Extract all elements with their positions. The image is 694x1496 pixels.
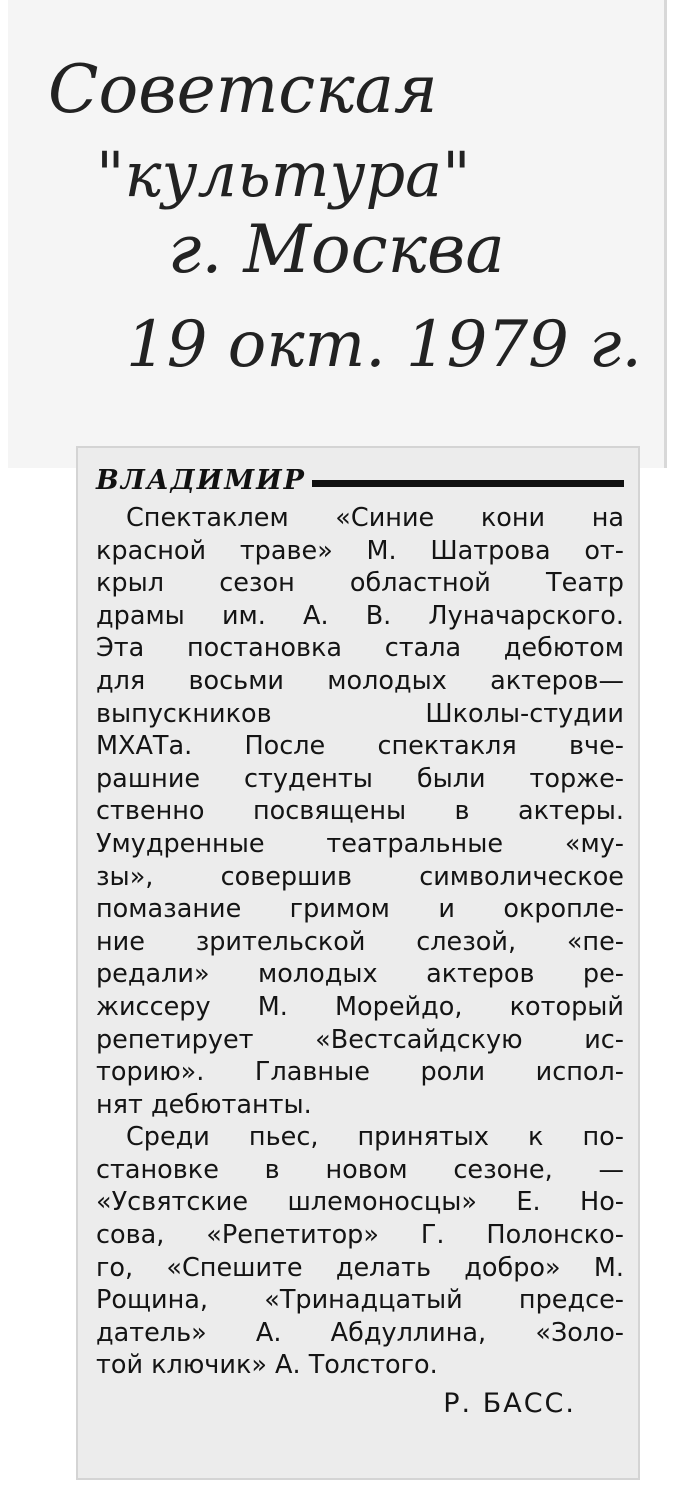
article-line: Умудренные театральные «му- <box>96 828 624 859</box>
article-line: красной траве» М. Шатрова от- <box>96 535 624 566</box>
article-line: репетирует «Вестсайдскую ис- <box>96 1024 624 1055</box>
article-paragraph-2 <box>96 1121 624 1382</box>
article-line: рашние студенты были торже- <box>96 763 624 794</box>
handwritten-publication-name-quoted: "культура" <box>96 138 471 211</box>
article-line: ние зрительской слезой, «пе- <box>96 926 624 957</box>
article-line: зы», совершив символическое <box>96 861 624 892</box>
article-line: сова, «Репетитор» Г. Полонско- <box>96 1220 624 1251</box>
article-line: жиссеру М. Морейдо, который <box>96 991 624 1022</box>
article-line: нят дебютанты. <box>96 1089 312 1120</box>
article-line: помазание гримом и окропле- <box>96 894 624 925</box>
newspaper-clipping <box>78 448 638 1478</box>
article-line: датель» А. Абдуллина, «Золо- <box>96 1317 624 1348</box>
handwritten-date: 19 окт. 1979 г. <box>126 308 642 382</box>
article-line: выпускников Школы-студии <box>96 698 624 729</box>
rubric-header <box>96 460 624 500</box>
rubric-rule <box>312 480 624 487</box>
article-line: той ключик» А. Толстого. <box>96 1350 438 1381</box>
article-paragraph-1 <box>96 502 624 1121</box>
article-line: Среди пьес, принятых к по- <box>126 1122 624 1153</box>
article-line: го, «Спешите делать добро» М. <box>96 1252 624 1283</box>
handwritten-city: г. Москва <box>168 211 505 288</box>
rubric-title: ВЛАДИМИР <box>96 464 306 496</box>
handwritten-publication-name: Советская <box>48 51 438 128</box>
article-body <box>96 502 624 1382</box>
article-line: ственно посвящены в актеры. <box>96 796 624 827</box>
article-line: для восьми молодых актеров— <box>96 665 624 696</box>
article-line: редали» молодых актеров ре- <box>96 959 624 990</box>
handwritten-note <box>0 0 694 470</box>
article-line: МХАТа. После спектакля вче- <box>96 731 624 762</box>
article-line: Рощина, «Тринадцатый предсе- <box>96 1285 624 1316</box>
article-line: становке в новом сезоне, — <box>96 1154 624 1185</box>
article-line: торию». Главные роли испол- <box>96 1057 624 1088</box>
author-signature: Р. БАСС. <box>443 1388 576 1420</box>
article-line: крыл сезон областной Театр <box>96 568 624 599</box>
article-line: драмы им. А. В. Луначарского. <box>96 600 624 631</box>
article-line: «Усвятские шлемоносцы» Е. Но- <box>96 1187 624 1218</box>
article-line: Эта постановка стала дебютом <box>96 633 624 664</box>
article-line: Спектаклем «Синие кони на <box>126 503 624 533</box>
